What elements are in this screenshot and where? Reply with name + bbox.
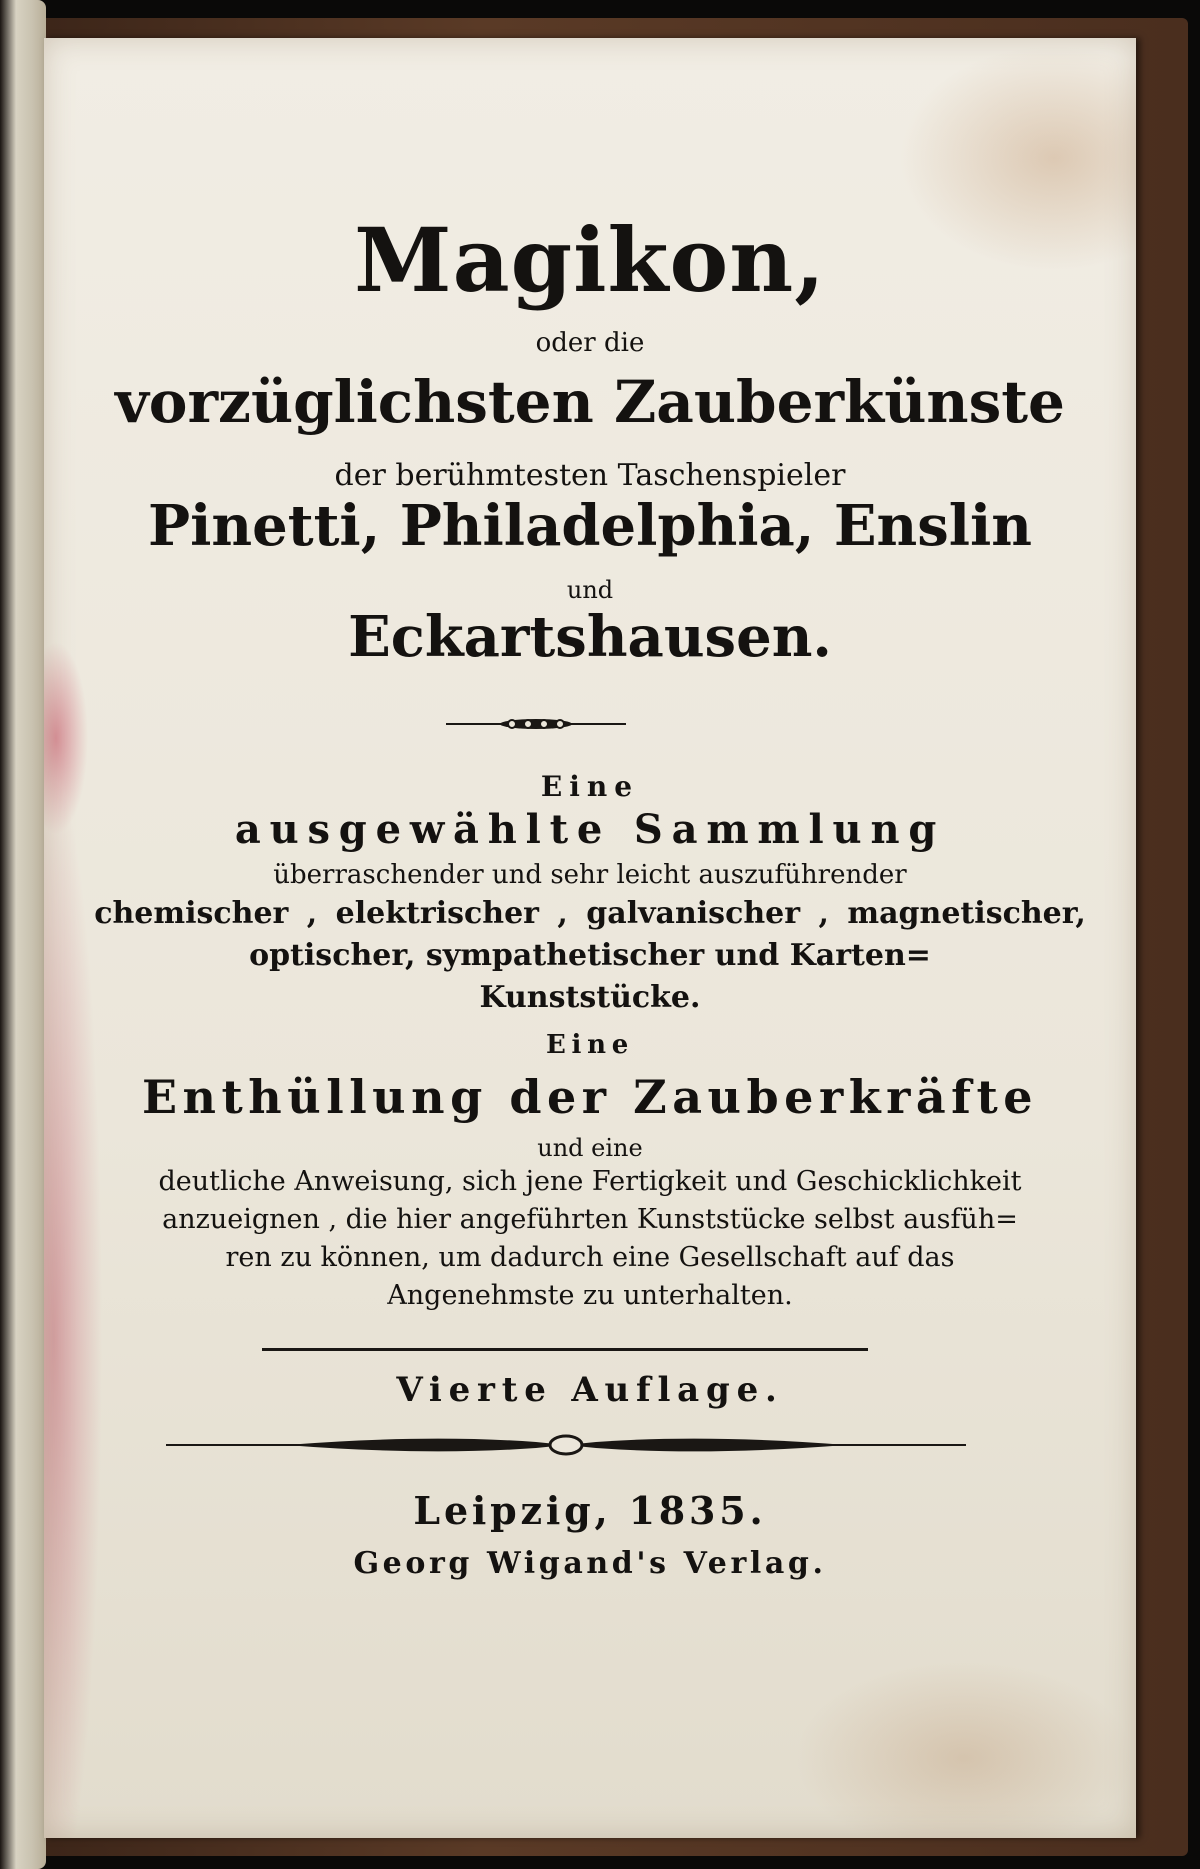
description-line-4: Kunststücke. xyxy=(479,980,701,1015)
magicians-line: Pinetti, Philadelphia, Enslin xyxy=(147,493,1033,559)
collection-line: ausgewählte Sammlung xyxy=(234,806,946,853)
book-title: Magikon, xyxy=(354,208,826,312)
and-word: und xyxy=(566,576,614,604)
instructions-line-1: deutliche Anweisung, sich jene Fertigkeit und Geschicklichkeit xyxy=(158,1166,1022,1197)
subtitle-line-1: vorzüglichsten Zauberkünste xyxy=(115,368,1065,436)
instructions-line-3: ren zu können, um dadurch eine Gesellschaft auf das xyxy=(225,1242,955,1273)
revelation-line: Enthüllung der Zauberkräfte xyxy=(141,1070,1039,1124)
description-line-3: optischer, sympathetischer und Karten= xyxy=(249,938,931,973)
publisher-line: Georg Wigand's Verlag. xyxy=(353,1546,827,1581)
edition-line: Vierte Auflage. xyxy=(396,1370,784,1410)
horizontal-rule xyxy=(262,1348,868,1351)
description-line-2: chemischer , elektrischer , galvanischer , magnetischer, xyxy=(94,896,1086,931)
instructions-line-4: Angenehmste zu unterhalten. xyxy=(387,1280,793,1311)
description-line-1: überraschender und sehr leicht auszuführender xyxy=(273,860,907,890)
instructions-line-2: anzueignen , die hier angeführten Kunststücke selbst ausfüh= xyxy=(162,1204,1018,1235)
and-a-line: und eine xyxy=(537,1134,643,1162)
eine-label-1: Eine xyxy=(540,770,640,803)
ornament-divider-bottom xyxy=(166,1430,966,1460)
eine-label-2: Eine xyxy=(545,1030,635,1060)
magician-last: Eckartshausen. xyxy=(348,604,832,670)
subtitle-line-2: der berühmtesten Taschenspieler xyxy=(334,458,846,493)
previous-leaf-edge xyxy=(0,0,46,1869)
ornament-divider-top xyxy=(446,714,626,734)
title-page xyxy=(44,38,1136,1838)
title-connector: oder die xyxy=(535,328,645,358)
place-and-year: Leipzig, 1835. xyxy=(413,1488,767,1533)
